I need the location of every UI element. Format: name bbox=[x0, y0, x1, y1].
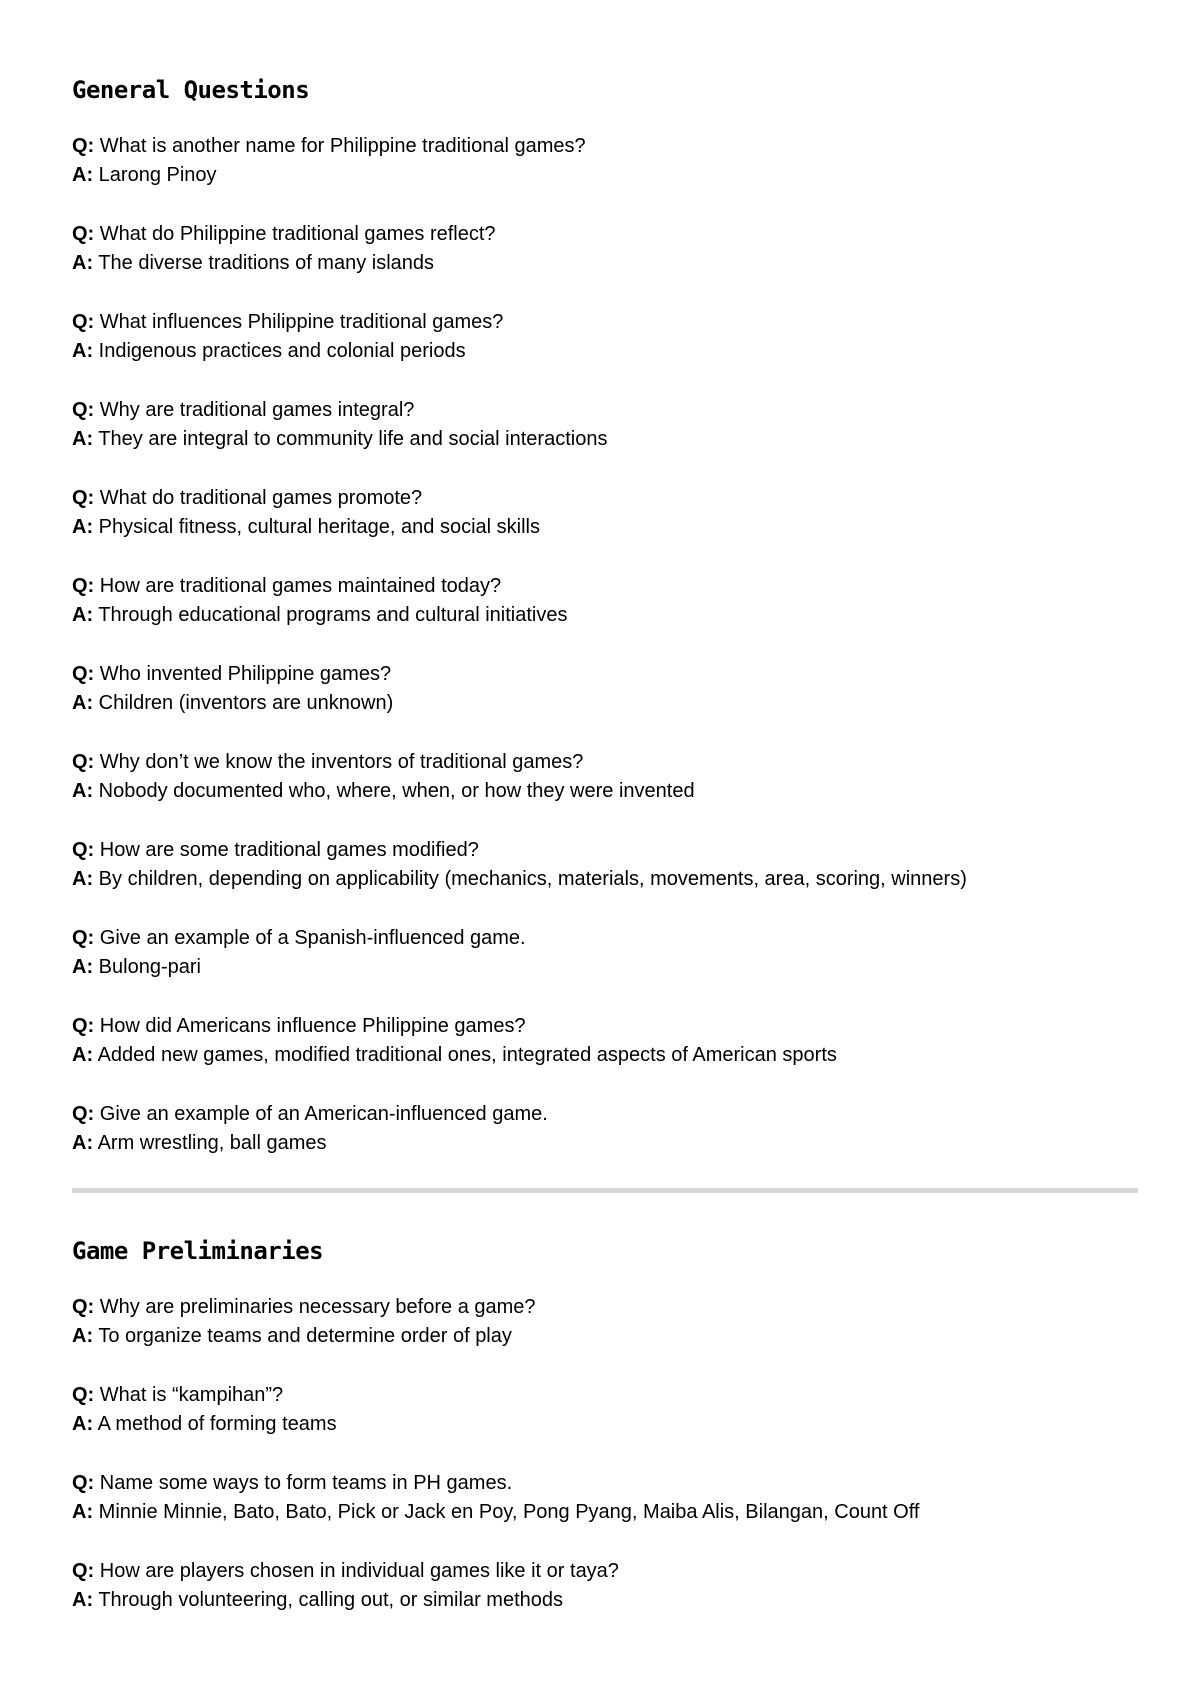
question-line bbox=[72, 1469, 1140, 1498]
question-text: What is another name for Philippine traditional games? bbox=[99, 135, 586, 157]
question-label: Q: bbox=[72, 223, 95, 245]
qa-item bbox=[72, 396, 1140, 454]
question-line bbox=[72, 660, 1140, 689]
answer-label: A: bbox=[72, 1132, 94, 1154]
document-page bbox=[72, 72, 1140, 1645]
question-text: How are some traditional games modified? bbox=[99, 839, 479, 861]
qa-item bbox=[72, 484, 1140, 542]
answer-label: A: bbox=[72, 1044, 94, 1066]
answer-label: A: bbox=[72, 956, 94, 978]
question-label: Q: bbox=[72, 1296, 95, 1318]
answer-text: Through volunteering, calling out, or similar methods bbox=[98, 1589, 563, 1611]
question-text: What is “kampihan”? bbox=[99, 1384, 284, 1406]
answer-text: They are integral to community life and social interactions bbox=[98, 428, 608, 450]
answer-line bbox=[72, 513, 1140, 542]
answer-text: Children (inventors are unknown) bbox=[98, 692, 394, 714]
answer-line bbox=[72, 1410, 1140, 1439]
question-text: What influences Philippine traditional games? bbox=[99, 311, 504, 333]
qa-item bbox=[72, 1012, 1140, 1070]
question-label: Q: bbox=[72, 575, 95, 597]
qa-item bbox=[72, 308, 1140, 366]
question-line bbox=[72, 572, 1140, 601]
answer-text: Added new games, modified traditional ones, integrated aspects of American sports bbox=[97, 1044, 837, 1066]
question-line bbox=[72, 836, 1140, 865]
answer-line bbox=[72, 1041, 1140, 1070]
answer-label: A: bbox=[72, 1501, 94, 1523]
answer-label: A: bbox=[72, 868, 94, 890]
section-title: Game Preliminaries bbox=[72, 1237, 324, 1265]
answer-text: To organize teams and determine order of play bbox=[98, 1325, 512, 1347]
answer-line bbox=[72, 1322, 1140, 1351]
answer-text: Indigenous practices and colonial periods bbox=[98, 340, 466, 362]
question-label: Q: bbox=[72, 487, 95, 509]
question-line bbox=[72, 396, 1140, 425]
question-line bbox=[72, 748, 1140, 777]
answer-text: Bulong-pari bbox=[98, 956, 201, 978]
qa-item bbox=[72, 660, 1140, 718]
question-label: Q: bbox=[72, 399, 95, 421]
answer-text: A method of forming teams bbox=[97, 1413, 337, 1435]
section-game-preliminaries bbox=[72, 1233, 1140, 1615]
question-text: Give an example of an American-influenced game. bbox=[99, 1103, 548, 1125]
question-label: Q: bbox=[72, 311, 95, 333]
answer-text: By children, depending on applicability (mechanics, materials, movements, area, scoring, winners) bbox=[98, 868, 967, 890]
qa-item bbox=[72, 924, 1140, 982]
answer-label: A: bbox=[72, 1413, 94, 1435]
qa-item bbox=[72, 1381, 1140, 1439]
question-label: Q: bbox=[72, 1384, 95, 1406]
qa-item bbox=[72, 748, 1140, 806]
answer-text: Physical fitness, cultural heritage, and social skills bbox=[98, 516, 540, 538]
question-line bbox=[72, 220, 1140, 249]
question-label: Q: bbox=[72, 1472, 95, 1494]
question-label: Q: bbox=[72, 1015, 95, 1037]
answer-line bbox=[72, 337, 1140, 366]
question-line bbox=[72, 924, 1140, 953]
qa-item bbox=[72, 132, 1140, 190]
question-text: What do traditional games promote? bbox=[99, 487, 423, 509]
section-general-questions bbox=[72, 72, 1140, 1158]
section-divider bbox=[72, 1188, 1138, 1193]
answer-label: A: bbox=[72, 252, 94, 274]
answer-label: A: bbox=[72, 692, 94, 714]
answer-label: A: bbox=[72, 428, 94, 450]
answer-text: The diverse traditions of many islands bbox=[98, 252, 435, 274]
answer-label: A: bbox=[72, 1589, 94, 1611]
answer-label: A: bbox=[72, 1325, 94, 1347]
answer-label: A: bbox=[72, 604, 94, 626]
answer-line bbox=[72, 1129, 1140, 1158]
answer-line bbox=[72, 953, 1140, 982]
answer-line bbox=[72, 865, 1140, 894]
question-text: Why are preliminaries necessary before a game? bbox=[99, 1296, 536, 1318]
qa-item bbox=[72, 572, 1140, 630]
answer-label: A: bbox=[72, 340, 94, 362]
section-title: General Questions bbox=[72, 76, 310, 104]
answer-text: Arm wrestling, ball games bbox=[97, 1132, 327, 1154]
answer-line bbox=[72, 689, 1140, 718]
answer-text: Minnie Minnie, Bato, Bato, Pick or Jack en Poy, Pong Pyang, Maiba Alis, Bilangan, Count Off bbox=[98, 1501, 920, 1523]
qa-item bbox=[72, 1557, 1140, 1615]
answer-text: Through educational programs and cultural initiatives bbox=[98, 604, 568, 626]
qa-item bbox=[72, 1469, 1140, 1527]
question-label: Q: bbox=[72, 751, 95, 773]
question-text: How are traditional games maintained today? bbox=[99, 575, 502, 597]
qa-item bbox=[72, 1293, 1140, 1351]
question-text: Name some ways to form teams in PH games. bbox=[99, 1472, 513, 1494]
answer-label: A: bbox=[72, 780, 94, 802]
question-label: Q: bbox=[72, 1103, 95, 1125]
answer-text: Nobody documented who, where, when, or how they were invented bbox=[98, 780, 695, 802]
question-line bbox=[72, 308, 1140, 337]
answer-line bbox=[72, 777, 1140, 806]
question-line bbox=[72, 1012, 1140, 1041]
question-text: How are players chosen in individual games like it or taya? bbox=[99, 1560, 619, 1582]
qa-item bbox=[72, 1100, 1140, 1158]
question-text: Why don’t we know the inventors of traditional games? bbox=[99, 751, 584, 773]
question-line bbox=[72, 1557, 1140, 1586]
answer-line bbox=[72, 249, 1140, 278]
question-text: How did Americans influence Philippine games? bbox=[99, 1015, 526, 1037]
answer-line bbox=[72, 1586, 1140, 1615]
answer-label: A: bbox=[72, 516, 94, 538]
answer-label: A: bbox=[72, 164, 94, 186]
answer-line bbox=[72, 1498, 1140, 1527]
question-label: Q: bbox=[72, 927, 95, 949]
question-label: Q: bbox=[72, 1560, 95, 1582]
question-line bbox=[72, 132, 1140, 161]
question-label: Q: bbox=[72, 135, 95, 157]
question-line bbox=[72, 1293, 1140, 1322]
answer-line bbox=[72, 161, 1140, 190]
answer-text: Larong Pinoy bbox=[98, 164, 217, 186]
question-text: Give an example of a Spanish-influenced game. bbox=[99, 927, 526, 949]
question-label: Q: bbox=[72, 839, 95, 861]
qa-item bbox=[72, 220, 1140, 278]
question-text: What do Philippine traditional games reflect? bbox=[99, 223, 496, 245]
question-text: Why are traditional games integral? bbox=[99, 399, 415, 421]
answer-line bbox=[72, 425, 1140, 454]
answer-line bbox=[72, 601, 1140, 630]
qa-item bbox=[72, 836, 1140, 894]
question-line bbox=[72, 484, 1140, 513]
question-label: Q: bbox=[72, 663, 95, 685]
question-line bbox=[72, 1100, 1140, 1129]
question-text: Who invented Philippine games? bbox=[99, 663, 392, 685]
question-line bbox=[72, 1381, 1140, 1410]
